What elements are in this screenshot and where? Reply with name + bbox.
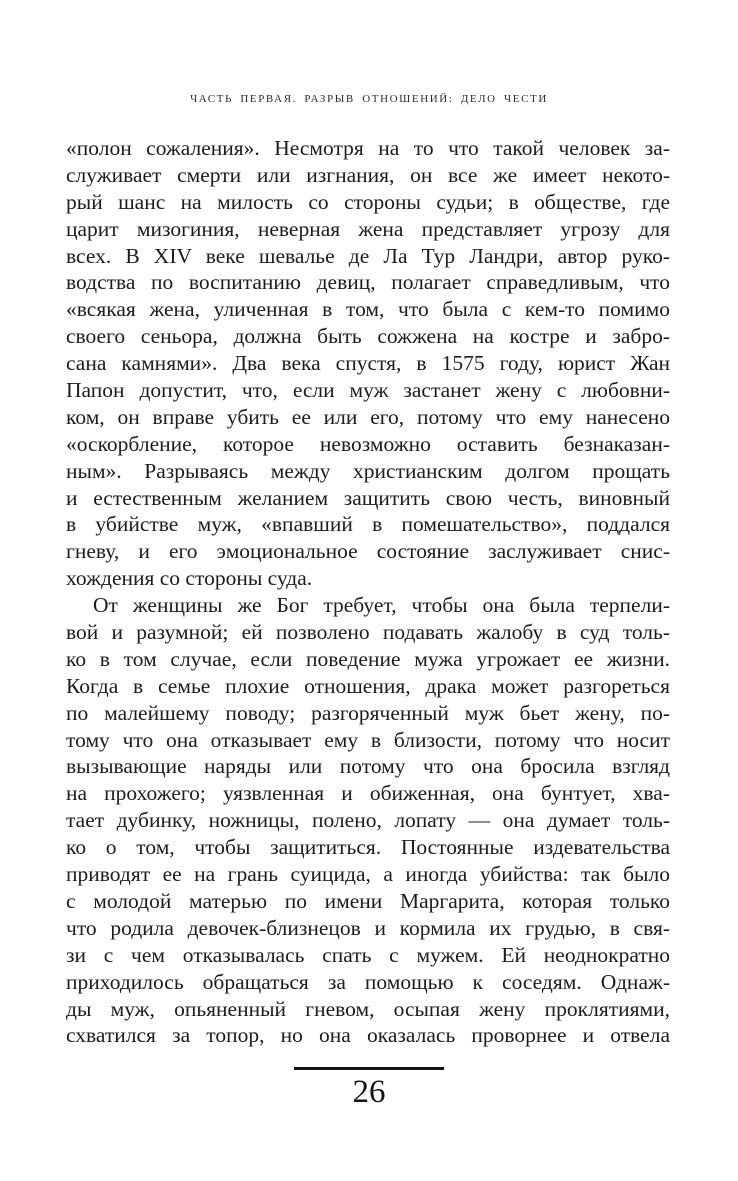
text-line: приходилось обращаться за помощью к соседям. Однаж- <box>66 969 670 994</box>
text-line: с молодой матерью по имени Маргарита, которая только <box>66 888 670 913</box>
text-line: ком, он вправе убить ее или его, потому что ему нанесено <box>66 404 670 429</box>
text-line: «оскорбление, которое невозможно оставить безнаказан- <box>66 431 670 456</box>
text-line: тому что она отказывает ему в близости, потому что носит <box>66 727 670 752</box>
text-line: ным». Разрываясь между христианским долгом прощать <box>66 458 670 483</box>
text-line: на прохожего; уязвленная и обиженная, она бунтует, хва- <box>66 781 670 806</box>
text-line: что родила девочек-близнецов и кормила их грудью, в свя- <box>66 915 670 940</box>
running-header: ЧАСТЬ ПЕРВАЯ. РАЗРЫВ ОТНОШЕНИЙ: ДЕЛО ЧЕСТИ <box>190 93 548 105</box>
text-line: приводят ее на грань суицида, а иногда убийства: так было <box>66 862 670 887</box>
text-line: рый шанс на милость со стороны судьи; в обществе, где <box>66 189 670 214</box>
page-number: 26 <box>352 1074 386 1110</box>
text-line: и естественным желанием защитить свою честь, виновный <box>66 485 670 510</box>
text-line: «всякая жена, уличенная в том, что была с кем-то помимо <box>66 297 670 322</box>
text-line: сана камнями». Два века спустя, в 1575 году, юрист Жан <box>66 351 670 376</box>
text-line: «полон сожаления». Несмотря на то что такой человек за- <box>66 136 670 160</box>
text-line: вызывающие наряды или потому что она бросила взгляд <box>66 754 670 779</box>
text-line: тает дубинку, ножницы, полено, лопату — она думает толь- <box>66 808 670 833</box>
text-line: гневу, и его эмоциональное состояние заслуживает снис- <box>66 539 670 564</box>
footer-rule <box>294 1067 444 1070</box>
text-line: по малейшему поводу; разгоряченный муж бьет жену, по- <box>66 700 670 725</box>
text-line: своего сеньора, должна быть сожжена на костре и забро- <box>66 324 670 349</box>
text-line: Когда в семье плохие отношения, драка может разгореться <box>66 673 670 698</box>
text-line: ды муж, опьяненный гневом, осыпая жену проклятиями, <box>66 996 670 1021</box>
text-line: в убийстве муж, «впавший в помешательство», поддался <box>66 512 670 537</box>
text-line: ко о том, чтобы защититься. Постоянные издевательства <box>66 835 670 860</box>
text-line: царит мизогиния, неверная жена представляет угрозу для <box>66 216 670 241</box>
body-text <box>66 135 670 1049</box>
text-line: хождения со стороны суда. <box>66 566 313 591</box>
text-line: всех. В XIV веке шевалье де Ла Тур Ландри, автор руко- <box>66 243 670 268</box>
text-line: вой и разумной; ей позволено подавать жалобу в суд толь- <box>66 620 670 645</box>
text-line: водства по воспитанию девиц, полагает справедливым, что <box>66 270 670 295</box>
text-line: От женщины же Бог требует, чтобы она была терпели- <box>93 593 670 618</box>
text-line: схватился за топор, но она оказалась проворнее и отвела <box>66 1023 670 1048</box>
text-line: Папон допустит, что, если муж застанет жену с любовни- <box>66 378 670 403</box>
text-line: служивает смерти или изгнания, он все же имеет некото- <box>66 162 670 187</box>
text-line: ко в том случае, если поведение мужа угрожает ее жизни. <box>66 646 670 671</box>
text-line: зи с чем отказывалась спать с мужем. Ей неоднократно <box>66 942 670 967</box>
